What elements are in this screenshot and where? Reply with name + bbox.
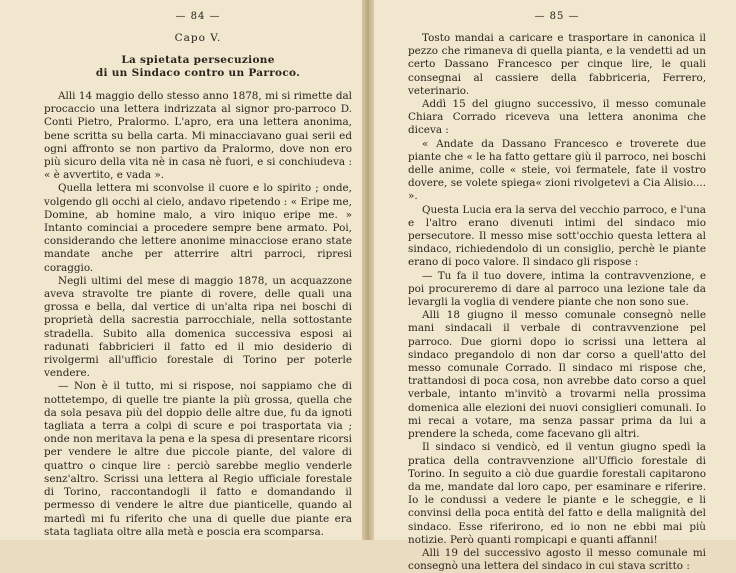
paragraph: Addì 15 del giugno successivo, il messo comunale Chiara Corrado riceveva una lettera anonima che diceva : xyxy=(408,98,706,137)
paragraph: — Tu fa il tuo dovere, intima la contravvenzione, e poi procureremo di dare al parroco una lezione tale da levargli la voglia di vendere piante che non sono sue. xyxy=(408,269,706,309)
paragraph: Tosto mandai a caricare e trasportare in canonica il pezzo che rimaneva di quella pianta, e la vendetti ad un certo Dassano Francesco per cinque lire, le quali consegnai al cassiere della fabbriceria, Ferrero, veterinario. xyxy=(408,32,706,97)
paragraph: Alli 19 del successivo agosto il messo comunale mi consegnò una lettera del sindaco in cui stava scritto : xyxy=(408,546,706,573)
paragraph: Alli 18 giugno il messo comunale consegnò nelle mani sindacali il verbale di contravvenzione pel parroco. Due giorni dopo io scrissi una lettera al sindaco pregandolo di non dar corso a quell'atto del messo comunale Corrado. Il sindaco mi rispose che, trattandosi di poca cosa, non avrebbe dato corso a quel verbale, intanto m'invitò a trovarmi nella prossima domenica alle elezioni dei nuovi consiglieri comunali. Io mi recai a votare, ma senza passar prima da lui a prendere la scheda, come facevano gli altri. xyxy=(408,309,706,441)
page-number-right: — 85 — xyxy=(534,11,580,22)
quoted-letter: « Andate da Dassano Francesco e troverete due piante che « le ha fatto gettare giù il parroco, nei boschi delle anime, colle « steie, voi fermatele, fate il vostro dovere, se volete spiega« zioni rivolgetevi a Cia Alisio.... ». xyxy=(408,137,706,203)
paragraph: Questa Lucia era la serva del vecchio parroco, e l'una e l'altro erano divenuti intimi del sindaco mio persecutore. Il messo mise sott'occhio questa lettera al sindaco, richiedendolo di un consiglio, perchè le piante erano di poco valore. Il sindaco gli rispose : xyxy=(408,203,706,269)
left-page xyxy=(0,0,366,540)
chapter-title-line-1: La spietata persecuzione xyxy=(121,54,275,66)
chapter-title-line-2: di un Sindaco contro un Parroco. xyxy=(95,67,301,79)
chapter-title xyxy=(44,54,352,80)
paragraph: Quella lettera mi sconvolse il cuore e lo spirito ; onde, volgendo gli occhi al cielo, andavo ripetendo : « Eripe me, Domine, ab homine malo, a viro iniquo eripe me. » Intanto cominciai a procedere sempre bene armato. Poi, considerando che lettere anonime minacciose erano state mandate anche per atterrire altri parroci, ripresi coraggio. xyxy=(44,182,352,274)
paragraph: Alli 14 maggio dello stesso anno 1878, mi si rimette dal procaccio una lettera indrizzata al signor pro-parroco D. Conti Pietro, Pralormo. L'apro, era una lettera anonima, bene scritta su bella carta. Mi minacciavano guai serii ed ogni affronto se non partivo da Pralormo, dove non ero più sicuro della vita nè in casa nè fuori, e si conchiudeva : « è avvertito, e vada ». xyxy=(44,90,352,182)
paragraph: — Non è il tutto, mi si rispose, noi sappiamo che di nottetempo, di quelle tre piante la più grossa, quella che da sola pesava più del doppio delle altre due, fu da ignoti tagliata a terra a colpi di scure e poi trasportata via ; onde non meritava la pena e la spesa di presentare ricorsi per vendere le altre due piccole piante, del valore di quattro o cinque lire : perciò sarebbe meglio venderle senz'altro. Scrissi una lettera al Regio ufficiale forestale di Torino, raccontandogli il fatto e domandando il permesso di vendere le altre due pianticelle, quando al martedì mi fu riferito che una di quelle due piante era stata tagliata oltre alla metà e poscia era scomparsa. xyxy=(44,380,352,538)
paragraph: Il sindaco si vendicò, ed il ventun giugno spedì la pratica della contravvenzione all'Ufficio forestale di Torino. In seguito a ciò due guardie forestali capitarono da me, mandate dal loro capo, per esaminare e riferire. Io le condussi a vedere le piante e le scheggie, e li convinsi della poca entità del fatto e della malignità del sindaco. Esse riferirono, ed io non ne ebbi mai più notizie. Però quanti rompicapi e quanti affanni! xyxy=(408,441,706,546)
paragraph: Negli ultimi del mese di maggio 1878, un acquazzone aveva stravolte tre piante di rovere, delle quali una grossa e bella, dal vertice di un'alta ripa nei boschi di proprietà della sacrestia parrocchiale, nella sottostante stradella. Subito alla domenica successiva esposi ai radunati fabbricieri il fatto ed il mio desiderio di rivolgermi all'ufficio forestale di Torino per poterle vendere. xyxy=(44,274,352,380)
right-page xyxy=(374,0,736,573)
chapter-heading: Capo V. xyxy=(174,32,222,44)
page-number-left: — 84 — xyxy=(175,11,221,22)
